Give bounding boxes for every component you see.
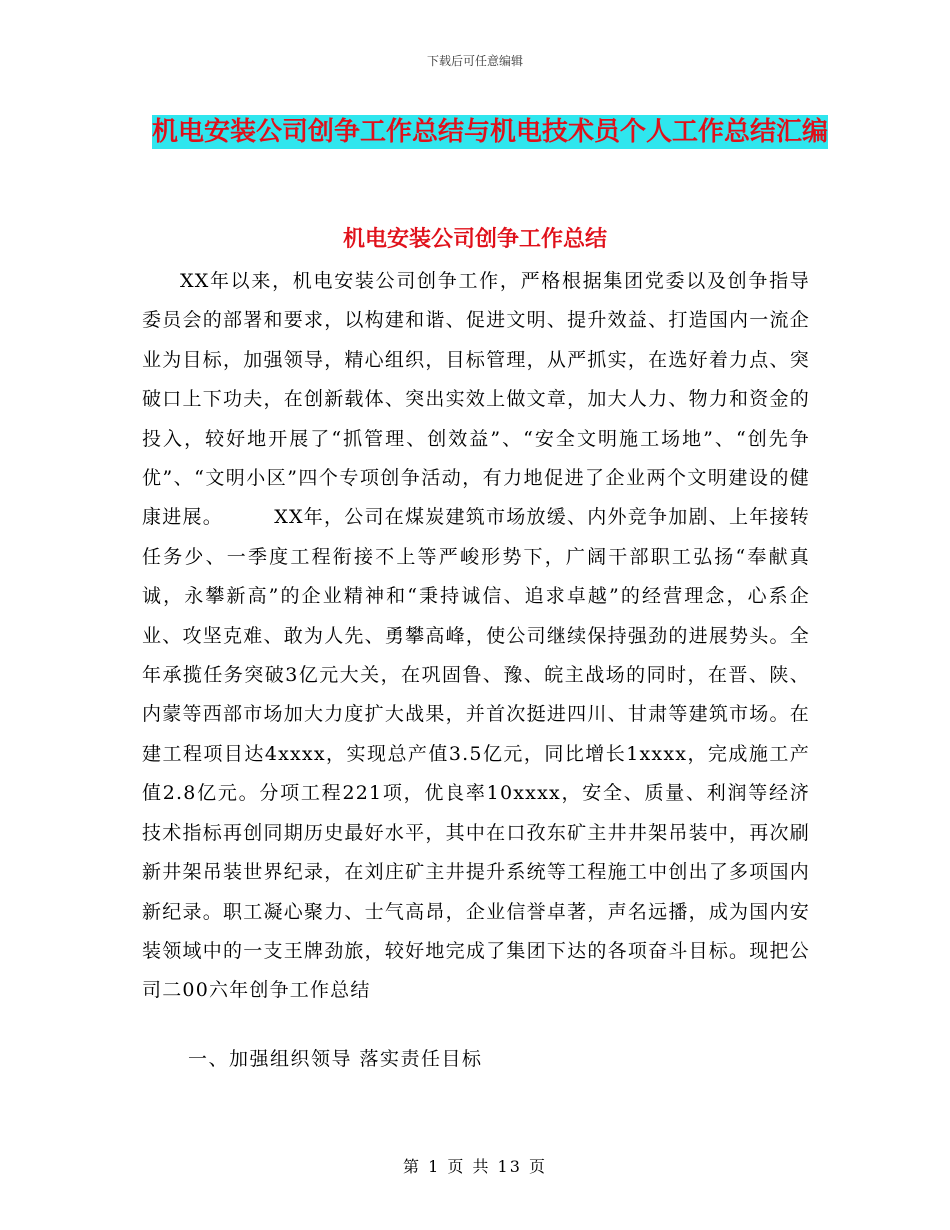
document-title-text: 机电安装公司创争工作总结与机电技术员个人工作总结汇编 xyxy=(151,117,828,147)
sub-heading: 一、加强组织领导 落实责任目标 xyxy=(188,1048,483,1070)
section-title: 机电安装公司创争工作总结 xyxy=(342,227,607,252)
page-footer: 第 1 页 共 13 页 xyxy=(403,1157,547,1176)
body-text xyxy=(142,262,810,1011)
document-title xyxy=(140,110,840,154)
paragraph: XX年以来，机电安装公司创争工作，严格根据集团党委以及创争指导委员会的部署和要求，以构建和谐、促进文明、提升效益、打造国内一流企业为目标，加强领导，精心组织，目标管理，从严抓实，在选好着力点、突破口上下功夫，在创新载体、突出实效上做文章，加大人力、物力和资金的投入，较好地开展了“抓管理、创效益”、“安全文明施工场地”、“创先争优”、“文明小区”四个专项创争活动，有力地促进了企业两个文明建设的健康进展。 XX年，公司在煤炭建筑市场放缓、内外竞争加剧、上年接转任务少、一季度工程衔接不上等严峻形势下，广阔干部职工弘扬“奉献真诚，永攀新高”的企业精神和“秉持诚信、追求卓越”的经营理念，心系企业、攻坚克难、敢为人先、勇攀高峰，使公司继续保持强劲的进展势头。全年承揽任务突破3亿元大关，在巩固鲁、豫、皖主战场的同时，在晋、陕、内蒙等西部市场加大力度扩大战果，并首次挺进四川、甘肃等建筑市场。在建工程项目达4xxxx，实现总产值3.5亿元，同比增长1xxxx，完成施工产值2.8亿元。分项工程221项，优良率10xxxx，安全、质量、利润等经济技术指标再创同期历史最好水平，其中在口孜东矿主井井架吊装中，再次刷新井架吊装世界纪录，在刘庄矿主井提升系统等工程施工中创出了多项国内新纪录。职工凝心聚力、士气高昂，企业信誉卓著，声名远播，成为国内安装领域中的一支王牌劲旅，较好地完成了集团下达的各项奋斗目标。现把公司二00六年创争工作总结 xyxy=(142,270,810,1002)
header-note: 下载后可任意编辑 xyxy=(426,54,523,68)
